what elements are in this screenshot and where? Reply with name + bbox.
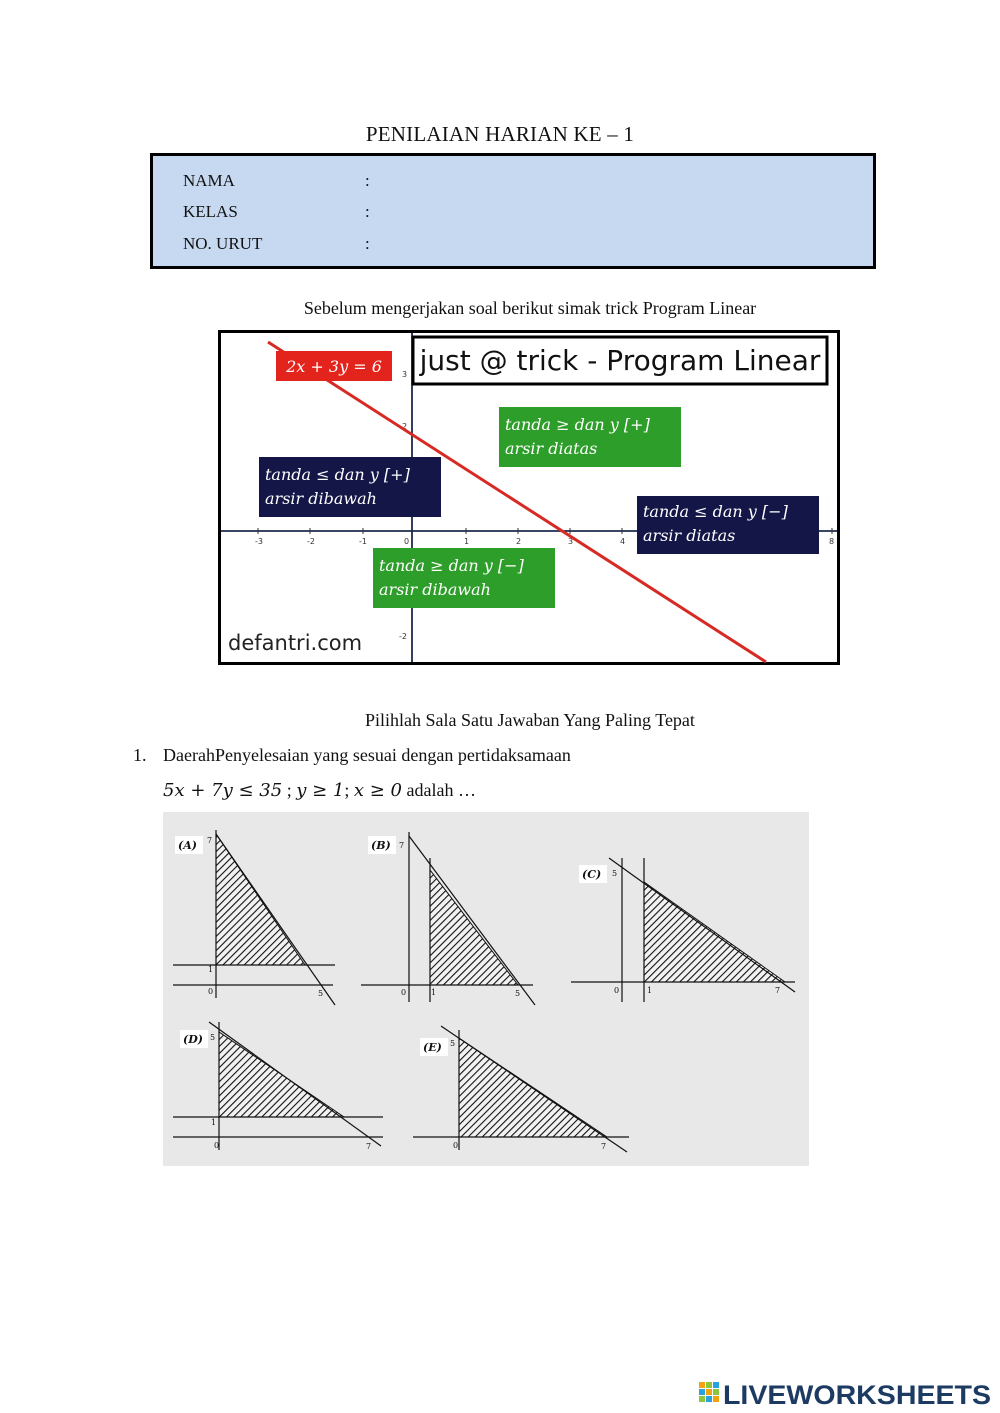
footer-brand [697, 1376, 997, 1410]
svg-text:7: 7 [601, 1142, 607, 1151]
x-tick-neg3: -3 [255, 537, 263, 546]
y-tick-neg2: -2 [399, 632, 407, 641]
box-le-plus-line1: tanda ≤ dan y [+] [265, 465, 410, 484]
page-title: PENILAIAN HARIAN KE – 1 [365, 122, 635, 146]
x-tick-neg1: -1 [359, 537, 367, 546]
class-colon: : [365, 202, 370, 221]
banner-text: just @ trick - Program Linear [419, 344, 821, 377]
svg-text:0: 0 [614, 986, 620, 995]
ineq-3: x ≥ 0 [353, 780, 403, 801]
svg-text:5: 5 [450, 1039, 456, 1048]
y-tick-3: 3 [402, 370, 408, 379]
number-colon: : [365, 234, 370, 253]
svg-text:0: 0 [453, 1141, 459, 1150]
box-ge-minus-line1: tanda ≥ dan y [−] [379, 556, 524, 575]
x-tick-1: 1 [464, 537, 470, 546]
question-number: 1. [133, 745, 147, 765]
svg-text:1: 1 [208, 965, 214, 974]
box-le-minus-line2: arsir diatas [643, 526, 736, 545]
instruction-text: Pilihlah Sala Satu Jawaban Yang Paling Tepat [365, 710, 695, 730]
watermark: defantri.com [228, 631, 363, 655]
svg-text:5: 5 [210, 1033, 216, 1042]
box-le-plus-line2: arsir dibawah [265, 489, 377, 508]
option-d-graph [173, 1022, 383, 1151]
option-b-graph [361, 832, 535, 1005]
equation-label: 2x + 3y = 6 [286, 357, 382, 376]
svg-text:5: 5 [318, 989, 324, 998]
option-c-label: (C) [582, 868, 602, 881]
svg-text:5: 5 [515, 989, 521, 998]
svg-text:5: 5 [612, 869, 618, 878]
svg-text:0: 0 [401, 988, 407, 997]
svg-text:7: 7 [775, 986, 781, 995]
option-c-graph [571, 858, 795, 1002]
student-info-box [150, 153, 876, 269]
footer-brand-text: LIVEWORKSHEETS [723, 1380, 991, 1410]
option-d-label: (D) [183, 1033, 203, 1046]
x-tick-8: 8 [829, 537, 835, 546]
svg-text:0: 0 [214, 1141, 220, 1150]
class-label: KELAS [183, 202, 238, 221]
box-ge-plus-line1: tanda ≥ dan y [+] [505, 415, 650, 434]
liveworksheets-logo-icon [699, 1382, 719, 1402]
trick-image [218, 330, 840, 665]
number-label: NO. URUT [183, 234, 263, 253]
ineq-2: y ≥ 1 [296, 780, 345, 801]
name-colon: : [365, 171, 370, 190]
y-tick-2: 2 [402, 422, 408, 431]
x-tick-neg2: -2 [307, 537, 315, 546]
option-e-graph [413, 1026, 629, 1152]
box-le-minus-line1: tanda ≤ dan y [−] [643, 502, 788, 521]
svg-text:7: 7 [207, 836, 213, 845]
x-tick-3: 3 [568, 537, 574, 546]
svg-text:7: 7 [399, 841, 405, 850]
question-inequalities: 5x + 7y ≤ 35 ; y ≥ 1; x ≥ 0 adalah … [163, 780, 476, 801]
box-ge-minus-line2: arsir dibawah [379, 580, 491, 599]
name-label: NAMA [183, 171, 235, 190]
box-ge-plus-line2: arsir diatas [505, 439, 598, 458]
answer-options-image [163, 812, 809, 1166]
question-text: DaerahPenyelesaian yang sesuai dengan pertidaksamaan [163, 745, 571, 765]
svg-text:0: 0 [208, 987, 214, 996]
x-tick-4: 4 [620, 537, 626, 546]
svg-text:7: 7 [366, 1142, 372, 1151]
svg-text:1: 1 [211, 1118, 217, 1127]
ineq-1: 5x + 7y ≤ 35 [163, 780, 283, 801]
svg-text:1: 1 [647, 986, 653, 995]
svg-text:1: 1 [431, 988, 437, 997]
option-b-label: (B) [371, 839, 391, 852]
option-e-label: (E) [423, 1041, 442, 1054]
x-tick-2: 2 [516, 537, 522, 546]
option-a-graph [173, 830, 335, 1005]
x-tick-0: 0 [404, 537, 410, 546]
intro-text: Sebelum mengerjakan soal berikut simak trick Program Linear [303, 298, 757, 318]
option-a-label: (A) [178, 839, 197, 852]
